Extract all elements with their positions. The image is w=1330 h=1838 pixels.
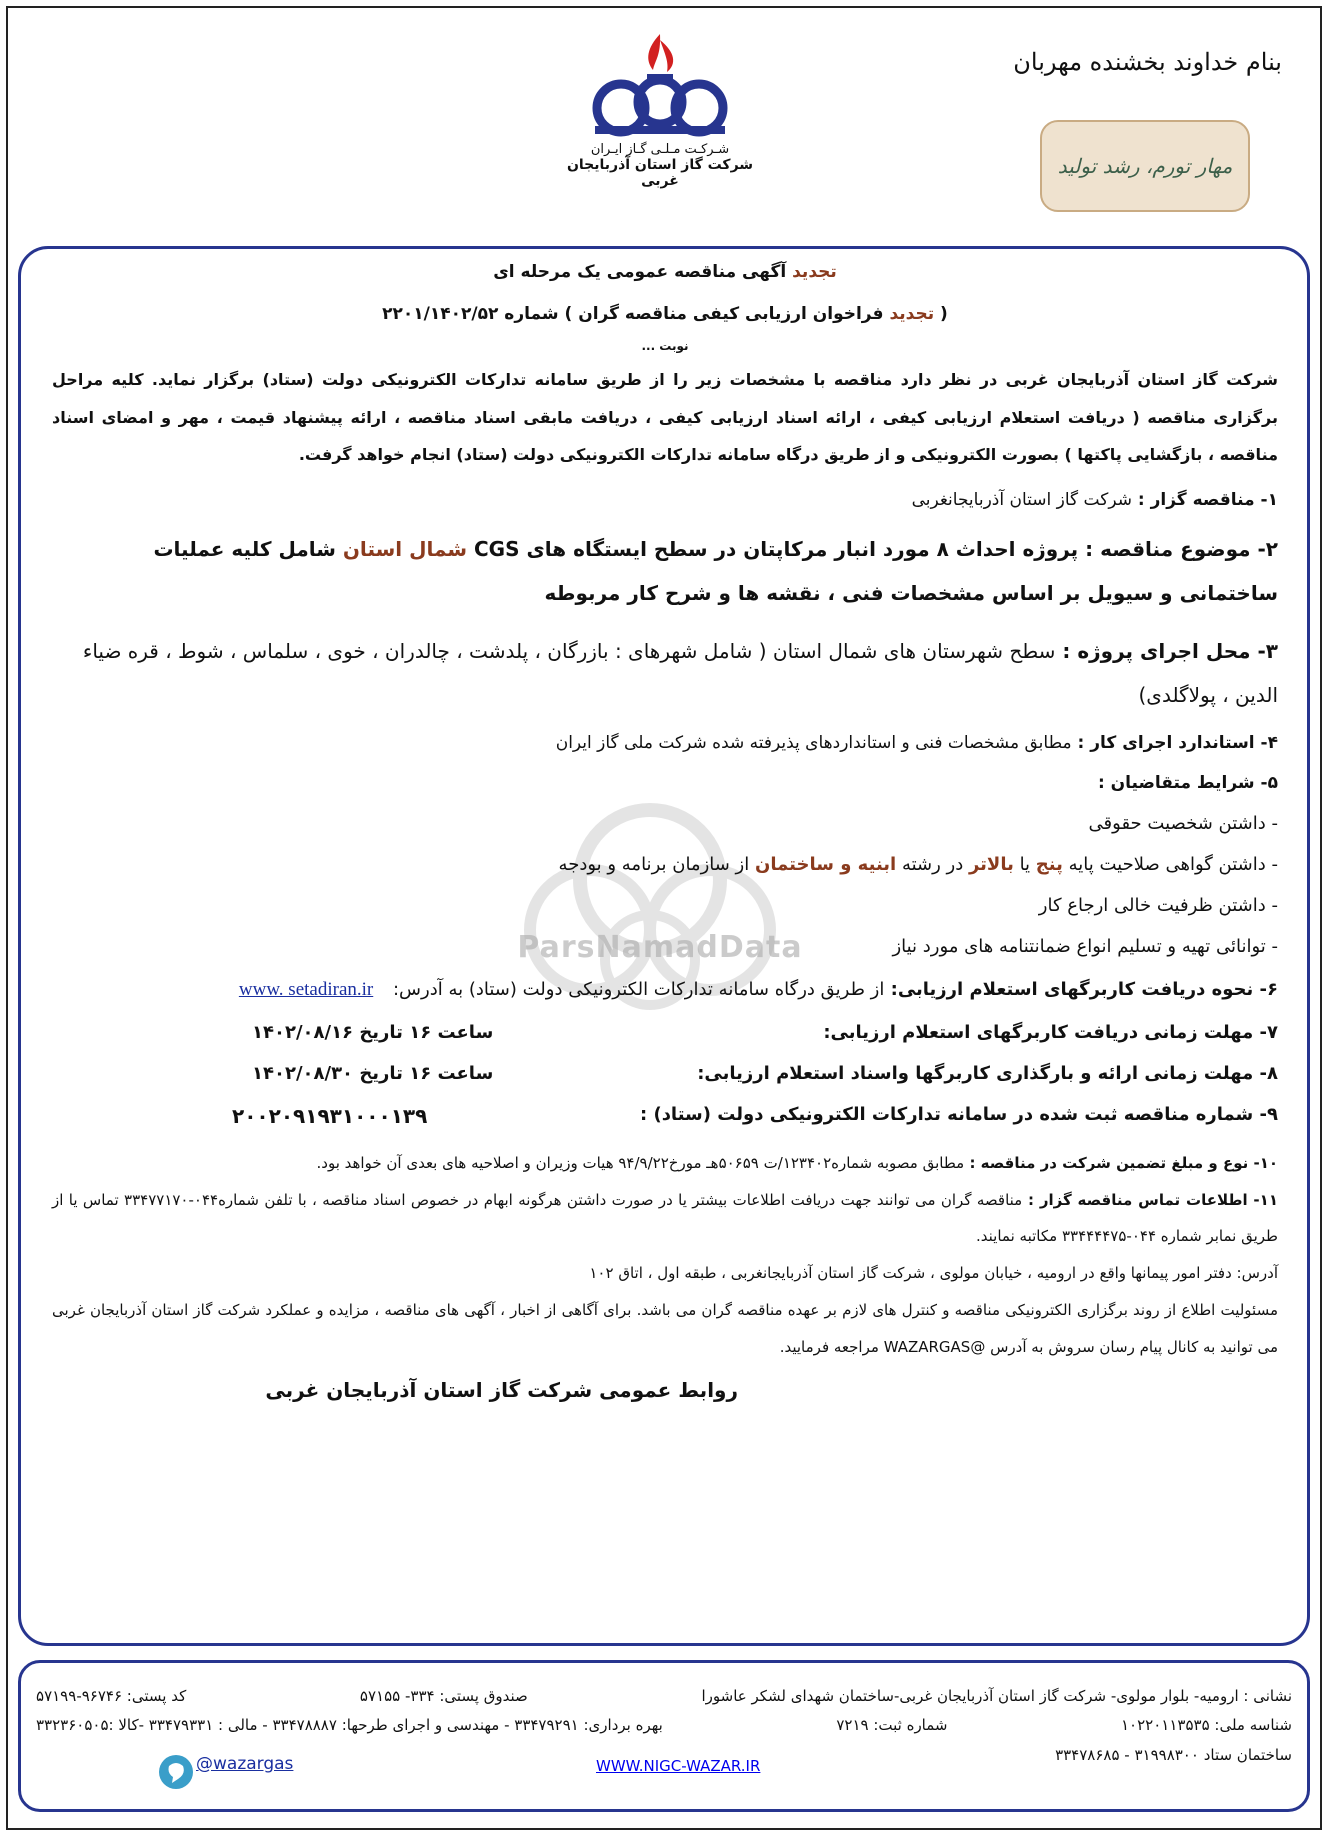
- item-3-text: سطح شهرستان های شمال استان ( شامل شهرهای : بازرگان ، پلدشت ، چالدران ، خوی ، سلماس ، شوط ، قره ضیاء الدین ، پولاگلدی): [82, 639, 1278, 708]
- item-8-label: ۸- مهلت زمانی ارائه و بارگذاری کاربرگها واسناد استعلام ارزیابی:: [697, 1062, 1278, 1084]
- year-motto-badge: [1040, 120, 1250, 212]
- item-11-text: مناقصه گران می توانند جهت دریافت اطلاعات بیشتر یا در صورت داشتن هرگونه ابهام در خصوص اسناد مناقصه ، با تلفن شماره۰۴۴-۳۳۴۷۷۱۷۰ تماس یا از طریق نمابر شماره ۰۴۴-۳۳۴۴۴۴۷۵ مکاتبه نمایند.: [52, 1190, 1278, 1246]
- social-handle-link[interactable]: @wazargas: [196, 1754, 294, 1774]
- footer-po-box: صندوق پستی: ۳۳۴- ۵۷۱۵۵: [359, 1687, 528, 1705]
- subtitle-accent: تجدید: [889, 303, 935, 324]
- condition-2-d: از سازمان برنامه و بودجه: [558, 854, 755, 876]
- item-7-value: ساعت ۱۶ تاریخ ۱۴۰۲/۰۸/۱۶: [252, 1021, 494, 1043]
- item-6-text: از طریق درگاه سامانه تدارکات الکترونیکی دولت (ستاد) به آدرس:: [392, 979, 885, 1001]
- item-7-label: ۷- مهلت زمانی دریافت کاربرگهای استعلام ارزیابی:: [823, 1021, 1278, 1043]
- notice-subtitle: [52, 302, 1278, 328]
- item-10-label: ۱۰- نوع و مبلغ تضمین شرکت در مناقصه :: [964, 1153, 1278, 1172]
- footer-hq-phones: ساختمان ستاد ۳۱۹۹۸۳۰۰ - ۳۳۴۷۸۶۸۵: [1055, 1745, 1292, 1764]
- item-8-value: ساعت ۱۶ تاریخ ۱۴۰۲/۰۸/۳۰: [252, 1062, 494, 1084]
- item-11-label: ۱۱- اطلاعات تماس مناقصه گزار :: [1022, 1190, 1278, 1209]
- intro-paragraph: شرکت گاز استان آذربایجان غربی در نظر دارد مناقصه با مشخصات زیر را از طریق سامانه تدارکات الکترونیکی دولت (ستاد) برگزار نماید. کلیه مراحل برگزاری مناقصه ( دریافت استعلام ارزیابی کیفی ، ارائه اسناد ارزیابی کیفی ، دریافت مابقی اسناد مناقصه ، ارائه پیشنهاد قیمت ، مهر و امضای اسناد مناقصه ، بازگشایی پاکتها ) بصورت الکترونیکی و از طریق درگاه سامانه تدارکات الکترونیکی دولت (ستاد) انجام خواهد گرفت.: [52, 370, 1278, 465]
- footer-row-2: [36, 1711, 1292, 1740]
- item-2-label: ۲- موضوع مناقصه :: [1078, 537, 1278, 562]
- item-2: [52, 527, 1278, 615]
- title-accent: تجدید: [792, 262, 837, 282]
- item-6: [52, 976, 1278, 1005]
- item-6-label: ۶- نحوه دریافت کاربرگهای استعلام ارزیابی:: [884, 979, 1278, 1001]
- subtitle-prefix: (: [934, 303, 948, 324]
- year-motto-text: مهار تورم، رشد تولید: [1057, 154, 1233, 178]
- subtitle-text: فراخوان ارزیابی کیفی مناقصه گران ) شماره ۲۲۰۱/۱۴۰۲/۵۲: [382, 303, 890, 324]
- responsibility-paragraph: مسئولیت اطلاع از روند برگزاری الکترونیکی مناقصه و کنترل های لازم بر عهده مناقصه گران می باشد. برای آگاهی از اخبار ، آگهی های مناقصه ، مزایده و عملکرد شرکت گاز استان آذربایجان غربی می توانید به کانال پیام رسان سروش به آدرس @WAZARGAS مراجعه فرمایید.: [52, 1300, 1278, 1356]
- logo-line1: شـرکـت مـلـی گـاز ایـران: [590, 142, 730, 157]
- notice-content: [52, 258, 1278, 1405]
- item-10-text: مطابق مصوبه شماره۱۲۳۴۰۲/ت ۵۰۶۵۹هـ مورخ۹۴/۹/۲۲ هیات وزیران و اصلاحیه های بعدی آن خواهد بود.: [316, 1153, 965, 1172]
- item-5-label: ۵- شرایط متقاضیان :: [1097, 772, 1278, 793]
- item-4-label: ۴- استاندارد اجرای کار :: [1071, 733, 1278, 754]
- watermark-text: ParsNamadData: [517, 930, 803, 965]
- nigc-emblem-icon: [585, 30, 735, 140]
- footer-phones: بهره برداری: ۳۳۴۷۹۲۹۱ - مهندسی و اجرای طرحها: ۳۳۴۷۸۸۸۷ - مالی : ۳۳۴۷۹۳۳۱ -کالا :۳۳۲۳۶۰۵۰۵: [36, 1716, 663, 1735]
- item-2-text-a: پروژه احداث ۸ مورد انبار مرکاپتان در سطح ایستگاه های CGS: [467, 537, 1079, 562]
- footer-website-link[interactable]: WWW.NIGC-WAZAR.IR: [596, 1757, 761, 1775]
- item-9-label: ۹- شماره مناقصه ثبت شده در سامانه تدارکات الکترونیکی دولت (ستاد) :: [640, 1103, 1278, 1125]
- signature: روابط عمومی شرکت گاز استان آذربایجان غربی: [265, 1378, 738, 1403]
- item-3-label: ۳- محل اجرای پروژه :: [1055, 639, 1278, 664]
- item-11: [52, 1182, 1278, 1256]
- item-9-value: ۲۰۰۲۰۹۱۹۳۱۰۰۰۱۳۹: [232, 1103, 428, 1128]
- condition-1: - داشتن شخصیت حقوقی: [1088, 813, 1278, 835]
- condition-2: [52, 851, 1278, 878]
- footer-postal-code: کد پستی: ۹۶۷۴۶-۵۷۱۹۹: [36, 1687, 187, 1705]
- item-2-text-b: شامل کلیه عملیات ساختمانی و سیویل بر اساس مشخصات فنی ، نقشه ها و شرح کار مربوطه: [153, 537, 1278, 606]
- condition-2-b: یا: [1013, 854, 1036, 876]
- item-1: [52, 488, 1278, 514]
- item-7: [52, 1019, 1278, 1046]
- item-10: [52, 1145, 1278, 1182]
- item-2-accent: شمال استان: [342, 537, 468, 562]
- condition-3: - داشتن ظرفیت خالی ارجاع کار: [1038, 895, 1278, 917]
- condition-2-accent-3: ابنیه و ساختمان: [754, 854, 897, 876]
- footer-row-1: [36, 1682, 1292, 1711]
- title-text: آگهی مناقصه عمومی یک مرحله ای: [493, 262, 793, 282]
- condition-2-accent-1: پنج: [1035, 854, 1063, 876]
- logo-line2: شرکت گاز استان آذربایجان غربی: [566, 157, 754, 189]
- setadiran-link[interactable]: www. setadiran.ir: [238, 979, 374, 1001]
- item-8: [52, 1060, 1278, 1087]
- item-1-label: ۱- مناقصه گزار :: [1131, 489, 1278, 510]
- footer-address: نشانی : ارومیه- بلوار مولوی- شرکت گاز استان آذربایجان غربی-ساختمان شهدای لشکر عاشورا: [701, 1687, 1292, 1705]
- condition-2-c: در رشته: [896, 854, 969, 876]
- messenger-icon: [158, 1754, 194, 1790]
- item-1-text: شرکت گاز استان آذربایجانغربی: [911, 489, 1132, 510]
- item-3: [52, 629, 1278, 717]
- footer-reg-no: شماره ثبت: ۷۲۱۹: [836, 1716, 948, 1735]
- header: [0, 0, 1330, 240]
- condition-2-a: - داشتن گواهی صلاحیت پایه: [1062, 854, 1278, 876]
- item-4: [52, 731, 1278, 757]
- round-label: نوبت ...: [641, 339, 689, 353]
- condition-4: - توانائی تهیه و تسلیم انواع ضمانتنامه های مورد نیاز: [892, 936, 1278, 958]
- address: آدرس: دفتر امور پیمانها واقع در ارومیه ، خیابان مولوی ، شرکت گاز استان آذربایجانغربی ، طبقه اول ، اتاق ۱۰۲: [589, 1264, 1278, 1283]
- item-4-text: مطابق مشخصات فنی و استانداردهای پذیرفته شده شرکت ملی گاز ایران: [555, 733, 1072, 754]
- notice-title: [52, 260, 1278, 286]
- bismillah: بنام خداوند بخشنده مهربان: [1013, 48, 1282, 76]
- company-logo: [560, 30, 760, 200]
- item-9: [52, 1101, 1278, 1131]
- condition-2-accent-2: بالاتر: [968, 854, 1014, 876]
- footer-national-id: شناسه ملی: ۱۰۲۲۰۱۱۳۵۳۵: [1121, 1716, 1292, 1735]
